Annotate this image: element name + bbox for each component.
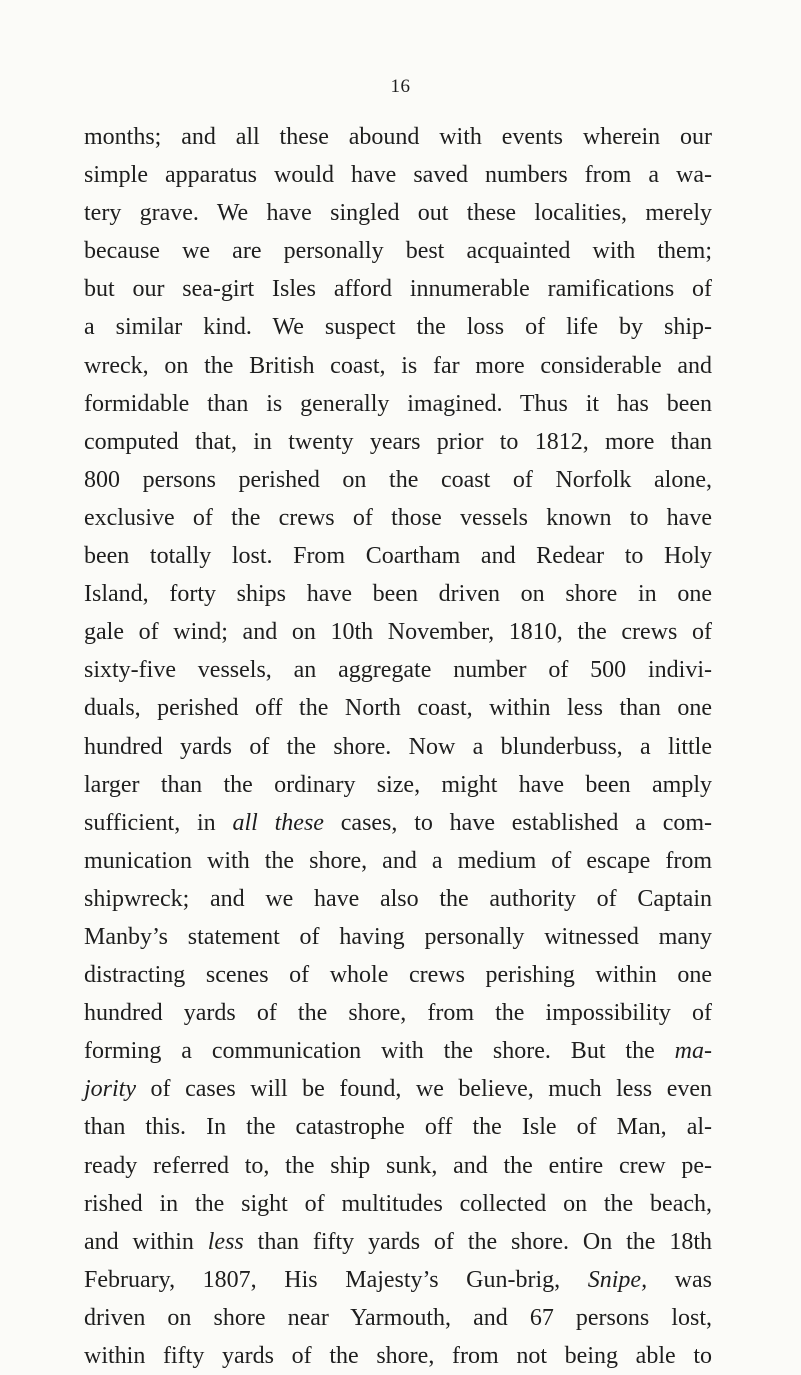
text-run: sixty-five vessels, an aggregate number of 500 indivi- (84, 657, 712, 684)
text-run: hundred yards of the shore. Now a blunderbuss, a little (84, 733, 712, 760)
text-run: munication with the shore, and a medium of escape from (84, 847, 712, 874)
text-run: but our sea-girt Isles afford innumerable ramifications of (84, 276, 712, 303)
text-run: of cases will be found, we believe, much less even (136, 1076, 712, 1103)
text-line (84, 766, 712, 804)
text-line (84, 728, 712, 766)
text-line (84, 347, 712, 385)
text-run: driven on shore near Yarmouth, and 67 persons lost, (84, 1304, 712, 1331)
text-run: 800 persons perished on the coast of Norfolk alone, (84, 466, 712, 493)
text-run: distracting scenes of whole crews perishing within one (84, 962, 712, 989)
text-run: because we are personally best acquainted with them; (84, 238, 712, 265)
text-line (84, 956, 712, 994)
text-line (84, 118, 712, 156)
text-run: Manby’s statement of having personally witnessed many (84, 923, 712, 950)
text-line (84, 499, 712, 537)
text-run: than fifty yards of the shore. On the 18th (243, 1228, 712, 1255)
text-line (84, 1070, 712, 1108)
text-run: larger than the ordinary size, might have been amply (84, 771, 712, 798)
text-run: computed that, in twenty years prior to 1812, more than (84, 428, 712, 455)
text-run: forming a communication with the shore. But the (84, 1038, 675, 1065)
italic-text: less (207, 1228, 244, 1255)
text-run: cases, to have established a com- (323, 809, 713, 836)
text-line (84, 1223, 712, 1261)
italic-text: all these (232, 809, 324, 836)
text-line (84, 461, 712, 499)
text-line (84, 1032, 712, 1070)
text-line (84, 651, 712, 689)
text-run: than this. In the catastrophe off the Isle of Man, al- (84, 1114, 712, 1141)
text-line (84, 842, 712, 880)
text-line (84, 880, 712, 918)
text-run: duals, perished off the North coast, within less than one (84, 695, 712, 722)
italic-text: Snipe, (587, 1266, 648, 1293)
text-line (84, 689, 712, 727)
text-line (84, 232, 712, 270)
text-run: rished in the sight of multitudes collected on the beach, (84, 1190, 712, 1217)
page-number: 16 (390, 76, 411, 97)
text-run: wreck, on the British coast, is far more considerable and (84, 352, 712, 379)
text-line (84, 575, 712, 613)
text-run: months; and all these abound with events wherein our (84, 124, 712, 150)
text-run: hundred yards of the shore, from the impossibility of (84, 1000, 712, 1027)
text-line (84, 1299, 712, 1337)
text-run: ready referred to, the ship sunk, and the entire crew pe- (84, 1152, 712, 1179)
text-line (84, 1261, 712, 1299)
italic-text: ma- (674, 1038, 712, 1065)
text-run: sufficient, in (84, 809, 233, 836)
text-line (84, 1337, 712, 1375)
text-run: February, 1807, His Majesty’s Gun-brig, (84, 1266, 588, 1293)
text-run: within fifty yards of the shore, from not being able to (84, 1343, 712, 1369)
body-text (84, 118, 712, 1375)
italic-text: jority (84, 1076, 136, 1103)
text-line (84, 1147, 712, 1185)
text-run: been totally lost. From Coartham and Redear to Holy (84, 543, 712, 570)
text-line (84, 194, 712, 232)
text-run: a similar kind. We suspect the loss of life by ship- (84, 314, 712, 341)
text-line (84, 804, 712, 842)
text-run: and within (84, 1228, 208, 1255)
text-run: Island, forty ships have been driven on shore in one (84, 581, 712, 608)
text-run: shipwreck; and we have also the authority of Captain (84, 885, 712, 912)
text-run: was (647, 1266, 713, 1293)
text-run: simple apparatus would have saved numbers from a wa- (84, 162, 712, 189)
text-run: tery grave. We have singled out these localities, merely (84, 200, 712, 227)
text-line (84, 1108, 712, 1146)
text-run: formidable than is generally imagined. Thus it has been (84, 390, 712, 417)
text-line (84, 1185, 712, 1223)
text-line (84, 385, 712, 423)
text-line (84, 994, 712, 1032)
text-line (84, 537, 712, 575)
text-line (84, 613, 712, 651)
text-line (84, 423, 712, 461)
text-line (84, 918, 712, 956)
text-run: gale of wind; and on 10th November, 1810, the crews of (84, 619, 712, 646)
text-line (84, 156, 712, 194)
text-line (84, 308, 712, 346)
text-line (84, 270, 712, 308)
text-run: exclusive of the crews of those vessels known to have (84, 504, 712, 531)
